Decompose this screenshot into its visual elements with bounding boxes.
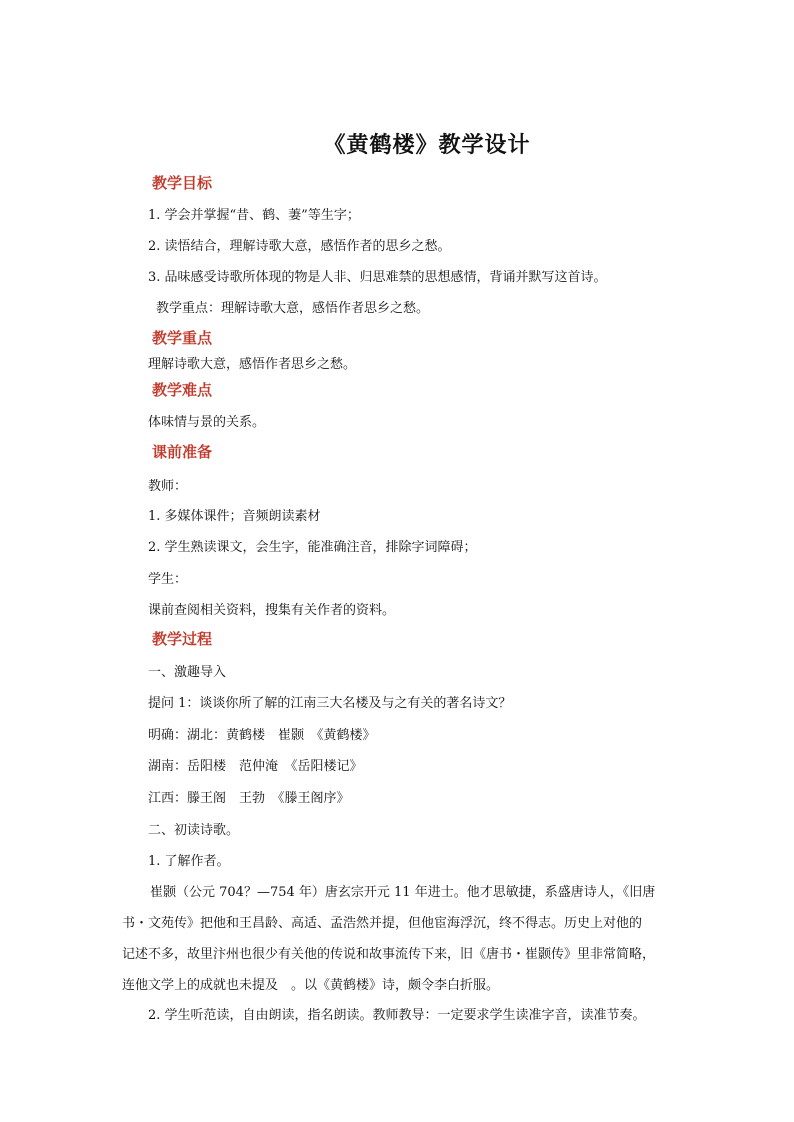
process-line: 提问 1：谈谈你所了解的江南三大名楼及与之有关的著名诗文？ [148,696,512,711]
author-paragraph-line: 书・文苑传》把他和王昌龄、高适、孟浩然并提，但他宦海浮沉，终不得志。历史上对他的 [122,916,643,931]
preparation-line: 学生： [148,572,188,587]
process-line: 湖南：岳阳楼 范仲淹 《岳阳楼记》 [148,759,363,774]
reading-line: 2. 学生听范读，自由朗读，指名朗读。教师教导：一定要求学生读准字音，读准节奏。 [148,1008,646,1023]
process-line: 江西：滕王阁 王勃 《滕王阁序》 [148,791,350,806]
difficulties-text: 体味情与景的关系。 [148,415,266,430]
section-heading-goals: 教学目标 [152,174,213,192]
author-paragraph-line: 记述不多，故里汴州也很少有关他的传说和故事流传下来，旧《唐书・崔颢传》里非常简略， [122,947,656,962]
process-line: 1. 了解作者。 [148,854,230,869]
goal-item: 3. 品味感受诗歌所体现的物是人非、归思难禁的思想感情，背诵并默写这首诗。 [148,270,607,285]
section-heading-difficulties: 教学难点 [152,381,213,399]
author-paragraph-line: 崔颢（公元 704？—754 年）唐玄宗开元 11 年进士。他才思敏捷，系盛唐诗人，《旧唐 [150,885,656,900]
section-heading-key-points: 教学重点 [152,329,213,347]
preparation-line: 2. 学生熟读课文，会生字，能准确注音，排除字词障碍； [148,540,477,555]
goal-item: 2. 读悟结合，理解诗歌大意，感悟作者的思乡之愁。 [148,239,451,254]
preparation-line: 1. 多媒体课件；音频朗读素材 [148,509,321,524]
key-points-text: 理解诗歌大意，感悟作者思乡之愁。 [148,357,357,372]
process-line: 二、初读诗歌。 [148,823,240,838]
process-line: 明确：湖北：黄鹤楼 崔颢 《黄鹤楼》 [148,728,376,743]
section-heading-preparation: 课前准备 [152,443,213,461]
preparation-line: 课前查阅相关资料，搜集有关作者的资料。 [148,603,396,618]
document-title: 《黄鹤楼》教学设计 [323,133,531,158]
author-paragraph-line: 连他文学上的成就也未提及 。以《黄鹤楼》诗，颇令李白折服。 [122,978,500,993]
goal-item: 1. 学会并掌握“昔、鹤、萋”等生字； [148,208,360,223]
process-line: 一、激趣导入 [148,665,227,680]
preparation-line: 教师： [148,479,188,494]
goal-item: 教学重点：理解诗歌大意，感悟作者思乡之愁。 [156,301,430,316]
section-heading-process: 教学过程 [152,630,213,648]
